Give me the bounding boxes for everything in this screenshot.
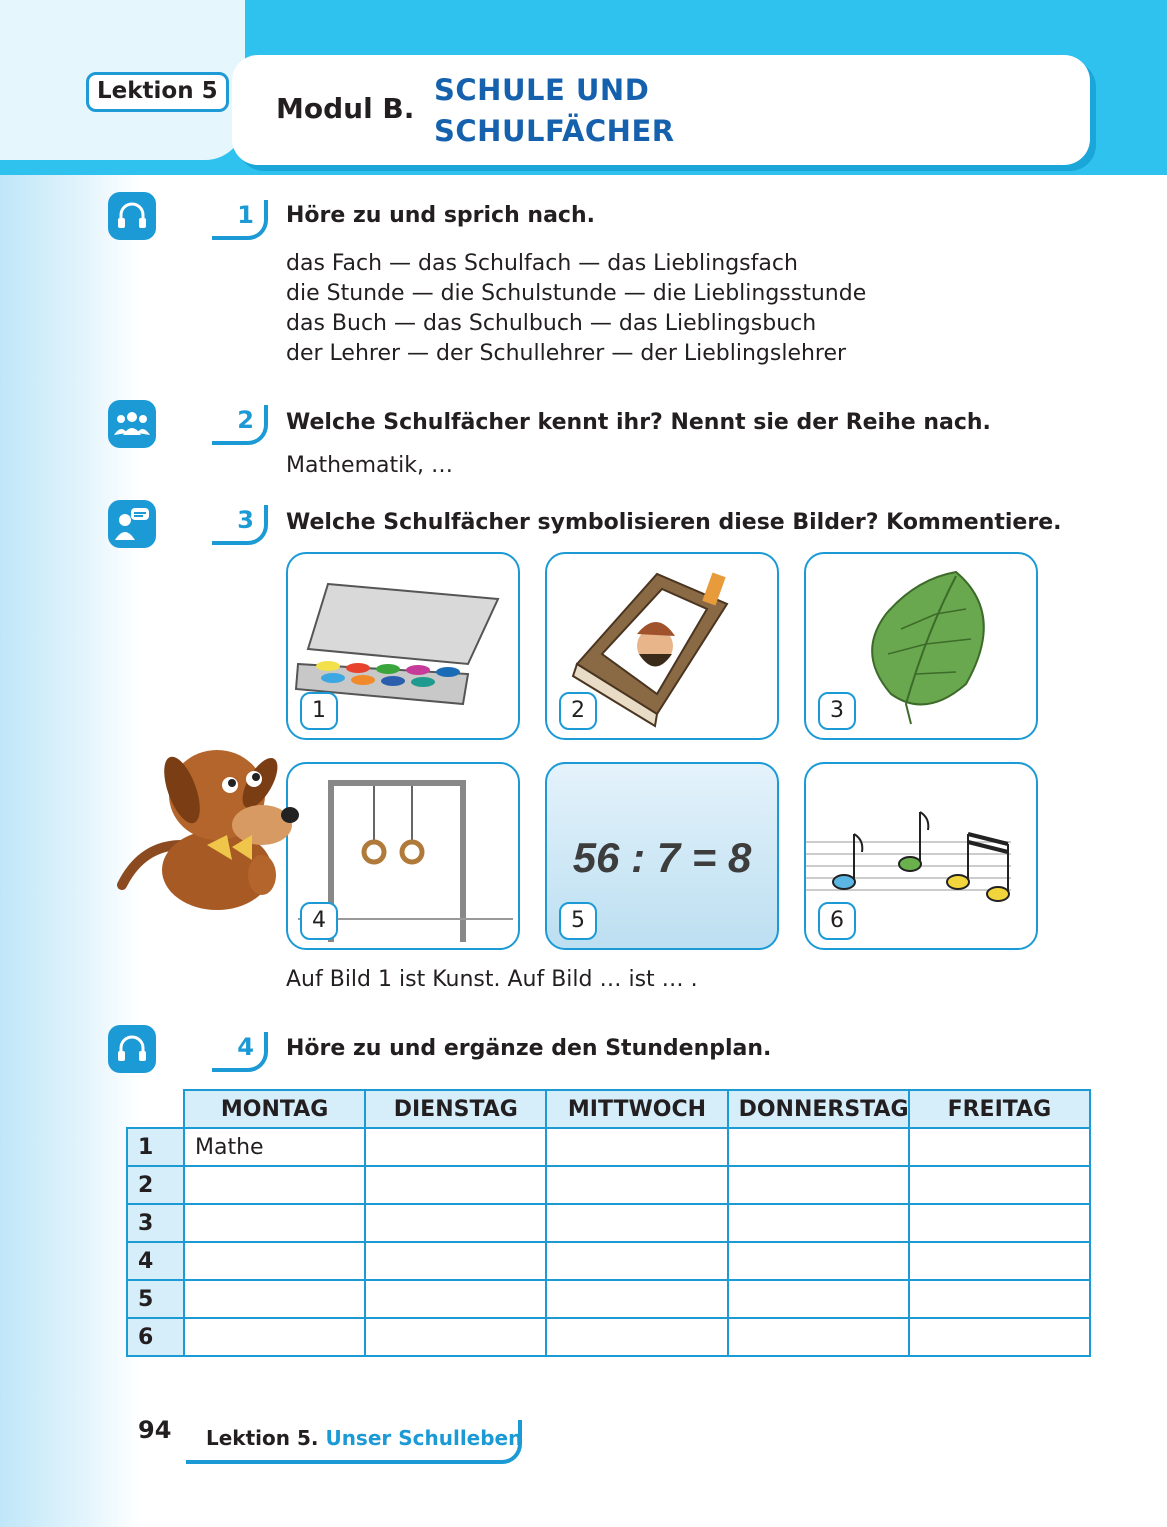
headphones-icon [108, 192, 156, 240]
table-cell[interactable] [365, 1318, 546, 1356]
table-cell[interactable] [728, 1242, 909, 1280]
table-cell[interactable] [184, 1318, 365, 1356]
table-cell[interactable] [365, 1280, 546, 1318]
page-title-line2: SCHULFÄCHER [434, 114, 675, 148]
table-cell[interactable] [184, 1204, 365, 1242]
picture-paint-box [286, 552, 520, 740]
table-cell[interactable] [728, 1280, 909, 1318]
timetable-corner [127, 1090, 184, 1128]
page-number: 94 [138, 1416, 172, 1444]
row-number: 6 [127, 1318, 184, 1356]
table-cell[interactable] [365, 1204, 546, 1242]
picture-leaf [804, 552, 1038, 740]
math-equation: 56 : 7 = 8 [572, 834, 752, 881]
footer-lektion [206, 1426, 522, 1450]
word-line: das Buch — das Schulbuch — das Lieblingsbuch [286, 311, 817, 336]
footer-lektion-label: Lektion 5. [206, 1426, 319, 1450]
speech-person-icon [108, 500, 156, 548]
table-row [127, 1204, 1090, 1242]
table-cell[interactable] [546, 1204, 727, 1242]
picture-number: 3 [818, 692, 856, 730]
task-number: 1 [212, 200, 268, 240]
table-cell[interactable] [365, 1128, 546, 1166]
table-cell[interactable]: Mathe [184, 1128, 365, 1166]
task-answer-start: Mathematik, … [286, 453, 453, 478]
table-cell[interactable] [184, 1242, 365, 1280]
table-cell[interactable] [546, 1242, 727, 1280]
page-title-line1: SCHULE UND [434, 73, 650, 107]
table-cell[interactable] [728, 1204, 909, 1242]
picture-number: 1 [300, 692, 338, 730]
table-row [127, 1242, 1090, 1280]
row-number: 3 [127, 1204, 184, 1242]
picture-history-book [545, 552, 779, 740]
task-number: 4 [212, 1032, 268, 1072]
picture-number: 5 [559, 902, 597, 940]
picture-math [545, 762, 779, 950]
picture-number: 2 [559, 692, 597, 730]
table-cell[interactable] [184, 1166, 365, 1204]
picture-gymnastic-rings [286, 762, 520, 950]
lektion-badge: Lektion 5 [86, 72, 229, 112]
picture-number: 6 [818, 902, 856, 940]
modul-label: Modul B. [276, 92, 415, 125]
dog-illustration [112, 735, 302, 915]
footer-section-title: Unser Schulleben [325, 1426, 523, 1450]
table-cell[interactable] [909, 1318, 1090, 1356]
column-header: DIENSTAG [365, 1090, 546, 1128]
table-cell[interactable] [909, 1166, 1090, 1204]
task-title: Welche Schulfächer symbolisieren diese Bilder? Kommentiere. [286, 510, 1062, 535]
table-cell[interactable] [728, 1128, 909, 1166]
group-icon [108, 400, 156, 448]
table-row [127, 1166, 1090, 1204]
table-cell[interactable] [546, 1166, 727, 1204]
column-header: MONTAG [184, 1090, 365, 1128]
picture-music-notes [804, 762, 1038, 950]
table-cell[interactable] [546, 1128, 727, 1166]
table-row [127, 1128, 1090, 1166]
table-cell[interactable] [909, 1280, 1090, 1318]
table-cell[interactable] [546, 1280, 727, 1318]
task-number: 2 [212, 405, 268, 445]
row-number: 2 [127, 1166, 184, 1204]
word-line: das Fach — das Schulfach — das Lieblingsfach [286, 251, 798, 276]
table-row [127, 1280, 1090, 1318]
row-number: 4 [127, 1242, 184, 1280]
table-cell[interactable] [365, 1166, 546, 1204]
table-cell[interactable] [909, 1204, 1090, 1242]
task-title: Welche Schulfächer kennt ihr? Nennt sie der Reihe nach. [286, 410, 991, 435]
timetable-header-row [127, 1090, 1090, 1128]
table-cell[interactable] [909, 1128, 1090, 1166]
column-header: MITTWOCH [546, 1090, 727, 1128]
task-number: 3 [212, 505, 268, 545]
table-cell[interactable] [365, 1242, 546, 1280]
table-row [127, 1318, 1090, 1356]
column-header: DONNERSTAG [728, 1090, 909, 1128]
task-example: Auf Bild 1 ist Kunst. Auf Bild … ist … . [286, 967, 698, 992]
table-cell[interactable] [728, 1166, 909, 1204]
timetable [126, 1089, 1091, 1357]
table-cell[interactable] [546, 1318, 727, 1356]
word-line: der Lehrer — der Schullehrer — der Lieblingslehrer [286, 341, 847, 366]
word-line: die Stunde — die Schulstunde — die Lieblingsstunde [286, 281, 867, 306]
task-title: Höre zu und sprich nach. [286, 203, 595, 228]
table-cell[interactable] [184, 1280, 365, 1318]
headphones-icon [108, 1025, 156, 1073]
table-cell[interactable] [728, 1318, 909, 1356]
task-title: Höre zu und ergänze den Stundenplan. [286, 1036, 772, 1061]
column-header: FREITAG [909, 1090, 1090, 1128]
row-number: 5 [127, 1280, 184, 1318]
row-number: 1 [127, 1128, 184, 1166]
word-list [286, 249, 866, 369]
picture-number: 4 [300, 902, 338, 940]
table-cell[interactable] [909, 1242, 1090, 1280]
